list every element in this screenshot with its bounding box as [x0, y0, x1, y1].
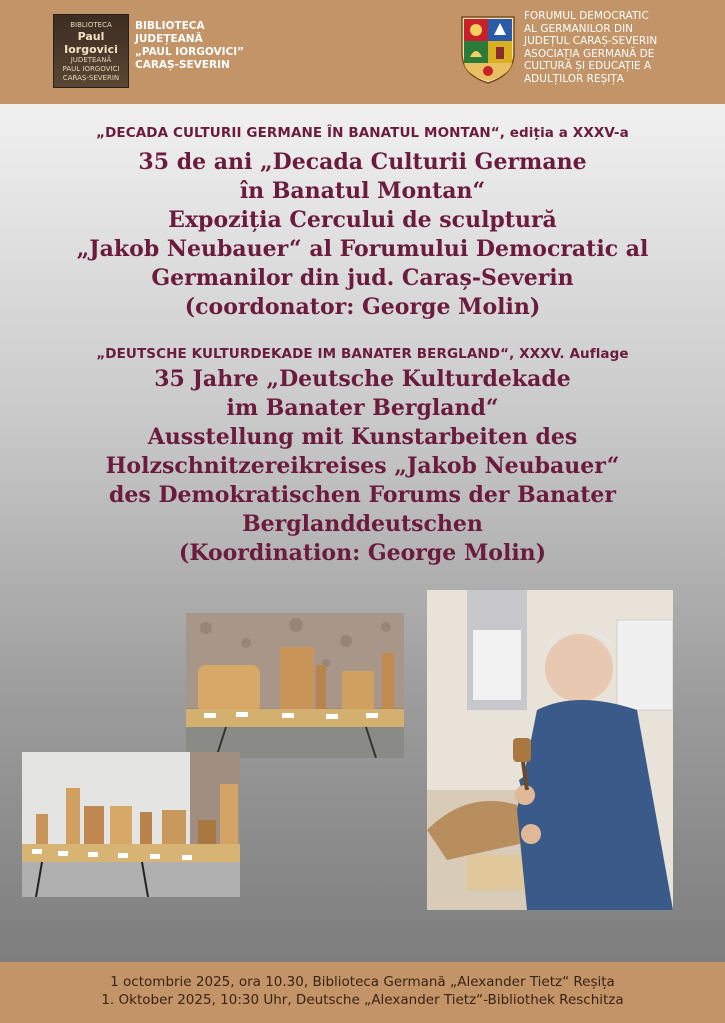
- forum-name-line: ASOCIAȚIA GERMANĂ DE: [524, 47, 655, 60]
- library-logo-line1: BIBLIOTECA: [70, 21, 112, 29]
- library-logo-line5: CARAȘ-SEVERIN: [62, 74, 120, 82]
- coat-of-arms-icon: [460, 13, 516, 85]
- library-logo-line3: JUDEȚEANĂ: [70, 56, 112, 64]
- library-name: [135, 20, 265, 72]
- forum-name-line: JUDEȚUL CARAȘ-SEVERIN: [524, 35, 658, 47]
- library-logo-line2: Paul Iorgovici: [64, 30, 118, 56]
- romanian-title-line: Expoziția Cercului de sculptură: [168, 207, 557, 233]
- romanian-title-line: Germanilor din jud. Caraș-Severin: [151, 265, 574, 291]
- carvings-photo-1: [186, 613, 404, 758]
- romanian-title-line: în Banatul Montan“: [239, 178, 486, 204]
- event-date-german: 1. Oktober 2025, 10:30 Uhr, Deutsche „Alexander Tietz“-Bibliothek Reschitza: [101, 992, 624, 1008]
- footer-band: [0, 962, 725, 1023]
- german-title-line: des Demokratischen Forums der Banater: [109, 482, 616, 508]
- forum-name-line: CULTURĂ ȘI EDUCAȚIE A: [524, 60, 652, 72]
- german-title-line: 35 Jahre „Deutsche Kulturdekade: [154, 366, 571, 392]
- romanian-announcement: [0, 124, 725, 322]
- romanian-title-line: 35 de ani „Decada Culturii Germane: [138, 149, 587, 175]
- german-announcement: [0, 345, 725, 568]
- library-name-line: CARAȘ-SEVERIN: [135, 59, 230, 71]
- romanian-title-line: „Jakob Neubauer“ al Forumului Democratic al: [76, 236, 649, 262]
- german-subtitle: „DEUTSCHE KULTURDEKADE IM BANATER BERGLAND“, XXXV. Auflage: [96, 346, 629, 362]
- forum-name-line: AL GERMANILOR DIN: [524, 22, 634, 35]
- library-name-line: „PAUL IORGOVICI”: [135, 46, 245, 58]
- header-band: [0, 0, 725, 104]
- forum-name: [524, 10, 694, 85]
- german-title-line: im Banater Bergland“: [226, 395, 499, 421]
- romanian-subtitle: „DECADA CULTURII GERMANE ÎN BANATUL MONTAN“, ediția a XXXV-a: [96, 125, 629, 141]
- library-logo-line4: PAUL IORGOVICI: [62, 65, 120, 73]
- carvings-photo-2: [22, 752, 240, 897]
- german-title-line: Berglanddeutschen: [242, 511, 483, 537]
- library-logo: [53, 14, 129, 88]
- woodcarver-photo: [427, 590, 673, 910]
- event-date-romanian: 1 octombrie 2025, ora 10.30, Biblioteca Germană „Alexander Tietz“ Reșița: [110, 974, 615, 990]
- forum-name-line: ADULȚILOR REȘIȚA: [524, 72, 624, 85]
- german-title-line: Ausstellung mit Kunstarbeiten des: [147, 424, 578, 450]
- romanian-title-line: (coordonator: George Molin): [184, 294, 541, 320]
- library-name-line: BIBLIOTECA: [135, 20, 205, 32]
- german-title-line: (Koordination: George Molin): [178, 540, 547, 566]
- german-title-line: Holzschnitzereikreises „Jakob Neubauer“: [105, 453, 620, 479]
- forum-name-line: FORUMUL DEMOCRATIC: [524, 10, 649, 22]
- library-name-line: JUDEȚEANĂ: [135, 33, 203, 45]
